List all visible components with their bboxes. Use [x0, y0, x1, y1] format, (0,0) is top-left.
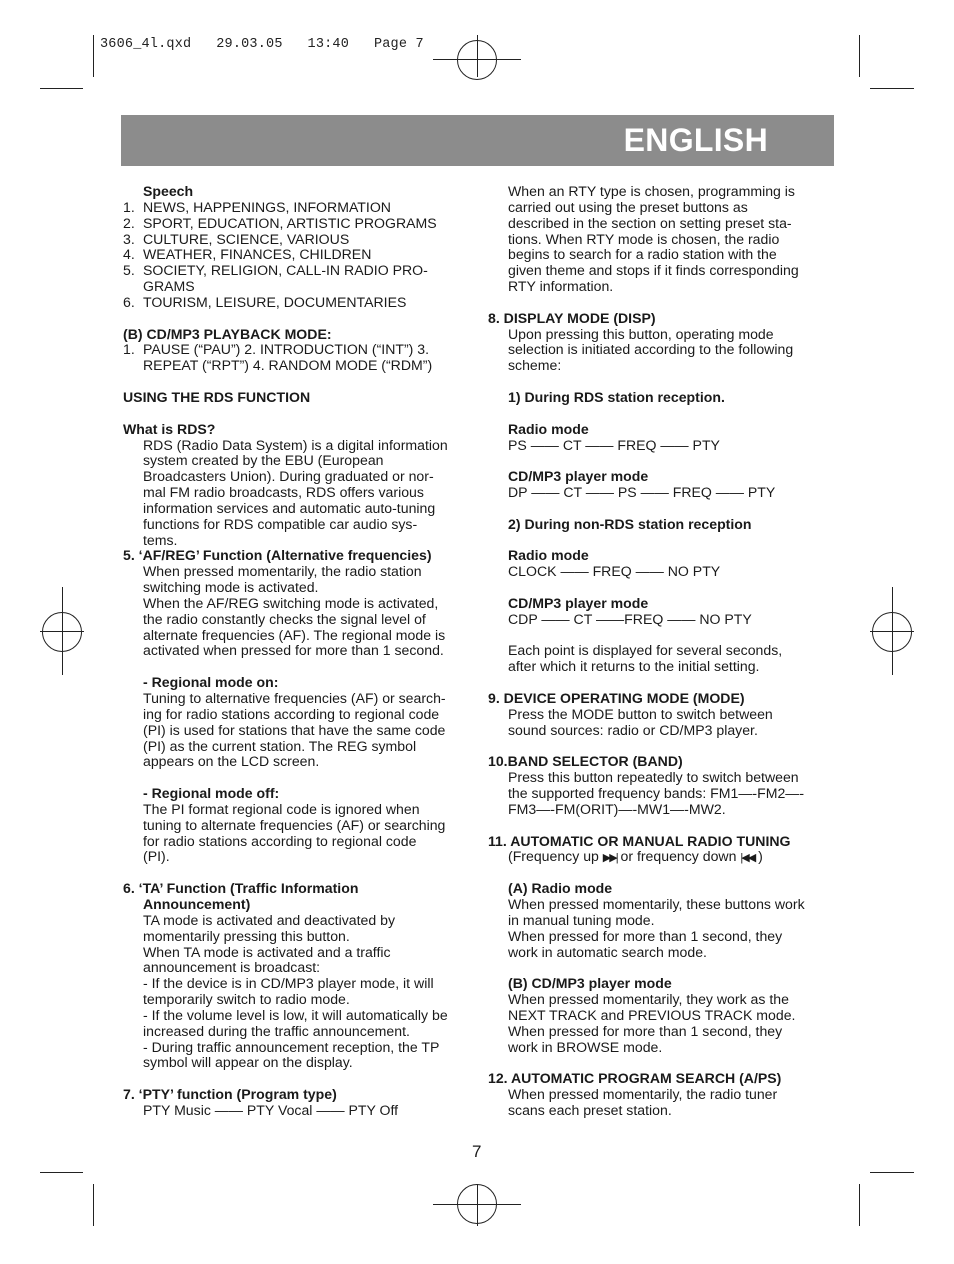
- rds-section-heading: USING THE RDS FUNCTION: [123, 388, 311, 405]
- radio-tuning-subline: (Frequency up ▶▶| or frequency down |◀◀ ): [508, 848, 763, 865]
- cd-mode-label: CD/MP3 player mode: [508, 468, 649, 485]
- speech-heading: Speech: [143, 183, 194, 199]
- rds-reception-heading: 1) During RDS station reception.: [508, 388, 725, 405]
- language-title: ENGLISH: [623, 122, 768, 158]
- af-reg-heading: 5. ‘AF/REG’ Function (Alternative frequencies): [123, 547, 432, 564]
- display-mode-paragraph: Upon pressing this button, operating mode selection is initiated according to the following scheme:: [508, 325, 794, 374]
- regional-mode-off-heading: - Regional mode off:: [143, 785, 280, 802]
- cd-mode-b-heading: (B) CD/MP3 player mode: [508, 975, 672, 992]
- regional-mode-on-paragraph: Tuning to alternative frequencies (AF) or search- ing for radio stations according to regional code (PI) is used for stations that have the same code (PI) as the current station. The REG symbol appears on the LCD screen.: [143, 690, 446, 770]
- list-item: 1. PAUSE (“PAU”) 2. INTRODUCTION (“INT”) 3.: [123, 341, 430, 358]
- list-item-continuation: GRAMS: [143, 278, 195, 295]
- previous-track-icon: |◀◀: [740, 852, 755, 865]
- list-item: 1. NEWS, HAPPENINGS, INFORMATION: [123, 198, 391, 215]
- cd-mode-b-paragraph: When pressed momentarily, they work as the NEXT TRACK and PREVIOUS TRACK mode. When pressed for more than 1 second, they work in BROWSE mode.: [508, 991, 796, 1055]
- device-mode-heading: 9. DEVICE OPERATING MODE (MODE): [488, 690, 745, 706]
- print-slug: 3606_4l.qxd 29.03.05 13:40 Page 7: [100, 37, 424, 52]
- list-item-continuation: REPEAT (“RPT”) 4. RANDOM MODE (“RDM”): [143, 357, 433, 374]
- radio-mode-a-heading: (A) Radio mode: [508, 880, 613, 897]
- each-point-paragraph: Each point is displayed for several seconds, after which it returns to the initial setting.: [508, 642, 783, 675]
- program-search-heading: 12. AUTOMATIC PROGRAM SEARCH (A/PS): [488, 1070, 782, 1087]
- what-is-rds-paragraph: RDS (Radio Data System) is a digital information system created by the EBU (European Broadcasters Union). During graduated or nor- mal FM radio broadcasts, RDS offers various information services and automatic auto-tuning functions for RDS compatible car audio sys- tems.: [143, 436, 448, 548]
- cd-mode-sequence: DP —— CT —— PS —— FREQ —— PTY: [508, 484, 776, 501]
- page-number: 7: [472, 1142, 482, 1161]
- program-search-paragraph: When pressed momentarily, the radio tuner scans each preset station.: [508, 1086, 778, 1118]
- cd-mode-label: CD/MP3 player mode: [508, 594, 649, 611]
- radio-mode-sequence: CLOCK —— FREQ —— NO PTY: [508, 563, 721, 580]
- af-reg-paragraph: When pressed momentarily, the radio station switching mode is activated. When the AF/REG switching mode is activated, the radio constantly checks the signal level of alternate frequencies (AF). The regional mode is activated when pressed for more than 1 second.: [143, 563, 446, 659]
- regional-mode-on-heading: - Regional mode on:: [143, 674, 279, 691]
- speech-list: [123, 200, 473, 311]
- radio-mode-sequence: PS —— CT —— FREQ —— PTY: [508, 436, 720, 453]
- list-item: 4. WEATHER, FINANCES, CHILDREN: [123, 246, 372, 263]
- list-item: 3. CULTURE, SCIENCE, VARIOUS: [123, 230, 350, 247]
- radio-tuning-heading: 11. AUTOMATIC OR MANUAL RADIO TUNING: [488, 832, 791, 849]
- radio-mode-label: Radio mode: [508, 420, 589, 437]
- next-track-icon: ▶▶|: [602, 852, 617, 865]
- pty-heading: 7. ‘PTY’ function (Program type): [123, 1086, 337, 1103]
- regional-mode-off-paragraph: The PI format regional code is ignored when tuning to alternate frequencies (AF) or searching for radio stations according to regional code (PI).: [143, 800, 446, 865]
- radio-mode-a-paragraph: When pressed momentarily, these buttons work in manual tuning mode. When pressed for more than 1 second, they work in automatic search mode.: [508, 895, 805, 960]
- crop-mark-bottom-right-v: [859, 1184, 860, 1226]
- crop-mark-bottom-left-v: [93, 1184, 94, 1226]
- right-column: [488, 184, 833, 1119]
- rty-paragraph: When an RTY type is chosen, programming is carried out using the preset buttons as described in the section on setting preset sta- tions. When RTY mode is chosen, the radio begins to search for a radio station with the given theme and stops if it finds corresponding RTY information.: [508, 183, 799, 295]
- crop-mark-top-right-v: [859, 35, 860, 77]
- list-item: 6. TOURISM, LEISURE, DOCUMENTARIES: [123, 293, 407, 310]
- cdmp3-playback-heading: (B) CD/MP3 PLAYBACK MODE:: [123, 325, 332, 342]
- device-mode-paragraph: Press the MODE button to switch between sound sources: radio or CD/MP3 player.: [508, 705, 773, 738]
- radio-mode-label: Radio mode: [508, 547, 589, 564]
- cd-mode-sequence: CDP —— CT ——FREQ —— NO PTY: [508, 610, 752, 627]
- crop-mark-bottom-left-h: [40, 1172, 83, 1173]
- display-mode-heading: 8. DISPLAY MODE (DISP): [488, 309, 656, 326]
- ta-heading-continuation: Announcement): [143, 895, 251, 912]
- crop-mark-bottom-right-h: [870, 1172, 914, 1173]
- language-banner: [121, 115, 834, 166]
- ta-heading: 6. ‘TA’ Function (Traffic Information: [123, 880, 359, 897]
- crop-mark-top-left-v: [93, 35, 94, 77]
- non-rds-reception-heading: 2) During non-RDS station reception: [508, 515, 752, 532]
- ta-paragraph: TA mode is activated and deactivated by momentarily pressing this button. When TA mode is activated and a traffic announcement is broadcast: - If the device is in CD/MP3 player mode, it will temporarily switch to radio mode. - If the volume level is low, it will automatically be increased during the traffic announcement. - During traffic announcement reception, the TP symbol will appear on the display.: [143, 911, 448, 1071]
- what-is-rds-heading: What is RDS?: [123, 420, 216, 437]
- band-selector-heading: 10.BAND SELECTOR (BAND): [488, 753, 683, 770]
- crop-mark-top-right-h: [870, 88, 914, 89]
- pty-sequence: PTY Music —— PTY Vocal —— PTY Off: [143, 1101, 399, 1118]
- left-column: [123, 184, 473, 1119]
- list-item: 5. SOCIETY, RELIGION, CALL-IN RADIO PRO-: [123, 262, 428, 279]
- crop-mark-top-left-h: [40, 88, 83, 89]
- list-item: 2. SPORT, EDUCATION, ARTISTIC PROGRAMS: [123, 214, 437, 231]
- band-selector-paragraph: Press this button repeatedly to switch between the supported frequency bands: FM1—-FM2—- FM3—-FM(ORIT)—-MW1—-MW2.: [508, 769, 805, 817]
